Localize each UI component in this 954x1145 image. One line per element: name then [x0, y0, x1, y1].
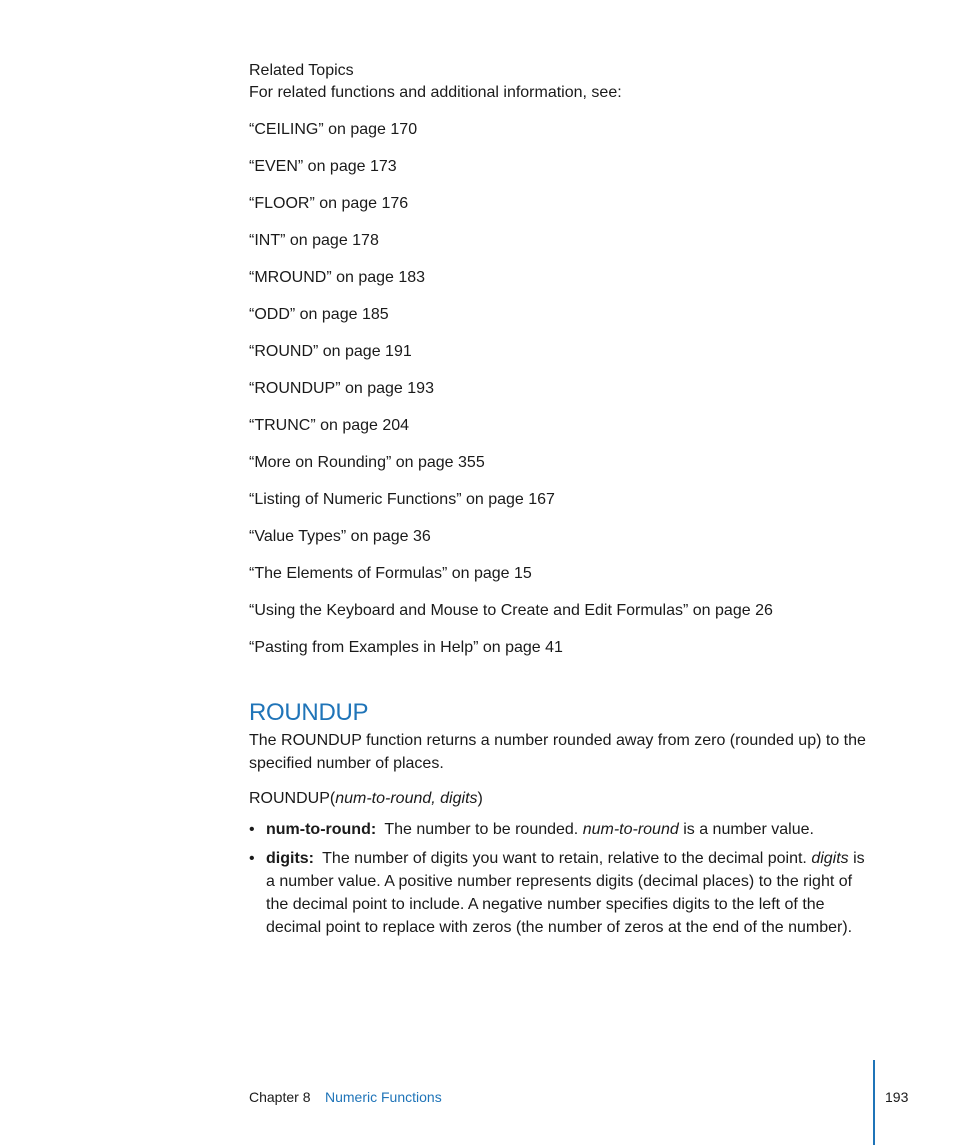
argument-item	[249, 818, 874, 841]
related-link-pasting-examples[interactable]: “Pasting from Examples in Help” on page 41	[249, 639, 563, 656]
argument-name: digits:	[266, 850, 314, 867]
function-syntax	[249, 788, 483, 810]
argument-text: The number of digits you want to retain, relative to the decimal point.	[322, 850, 812, 867]
argument-italic: num-to-round	[582, 821, 679, 838]
bullet-icon: •	[249, 821, 255, 838]
argument-name: num-to-round:	[266, 821, 377, 838]
related-link-more-on-rounding[interactable]: “More on Rounding” on page 355	[249, 454, 485, 471]
argument-text-end: is a number value. A positive number represents digits (decimal places) to the right of the decimal point to include. A negative number specifies digits to the left of the decimal point to replace with zeros (the number of zeros at the end of the number).	[266, 850, 865, 936]
argument-italic: digits	[811, 850, 849, 867]
syntax-function-name: ROUNDUP	[249, 790, 330, 807]
section-title: ROUNDUP	[249, 699, 369, 726]
related-link-roundup[interactable]: “ROUNDUP” on page 193	[249, 380, 434, 397]
related-topics-list	[249, 104, 879, 659]
bullet-icon: •	[249, 850, 255, 867]
argument-text: The number to be rounded.	[384, 821, 583, 838]
related-topics-heading: Related Topics	[249, 62, 354, 79]
footer-chapter: Chapter 8	[249, 1089, 311, 1105]
related-link-keyboard-mouse[interactable]: “Using the Keyboard and Mouse to Create and Edit Formulas” on page 26	[249, 602, 773, 619]
footer-page-number: 193	[885, 1089, 909, 1105]
argument-list	[249, 818, 874, 945]
related-topics-intro: For related functions and additional information, see:	[249, 84, 622, 101]
footer-section-name[interactable]: Numeric Functions	[325, 1089, 442, 1105]
related-link-mround[interactable]: “MROUND” on page 183	[249, 269, 426, 286]
related-link-elements-of-formulas[interactable]: “The Elements of Formulas” on page 15	[249, 565, 532, 582]
related-link-floor[interactable]: “FLOOR” on page 176	[249, 195, 409, 212]
section-description: The ROUNDUP function returns a number rounded away from zero (rounded up) to the specified number of places.	[249, 732, 866, 772]
related-link-int[interactable]: “INT” on page 178	[249, 232, 379, 249]
related-link-listing-numeric[interactable]: “Listing of Numeric Functions” on page 167	[249, 491, 555, 508]
syntax-arguments: num-to-round, digits	[335, 790, 478, 807]
related-link-odd[interactable]: “ODD” on page 185	[249, 306, 389, 323]
argument-item	[249, 847, 874, 939]
argument-text-end: is a number value.	[678, 821, 814, 838]
related-link-trunc[interactable]: “TRUNC” on page 204	[249, 417, 410, 434]
related-link-value-types[interactable]: “Value Types” on page 36	[249, 528, 431, 545]
footer-divider	[873, 1060, 875, 1145]
page-content	[249, 60, 879, 936]
syntax-open-paren: (	[329, 790, 336, 807]
related-link-ceiling[interactable]: “CEILING” on page 170	[249, 121, 418, 138]
related-link-round[interactable]: “ROUND” on page 191	[249, 343, 412, 360]
related-link-even[interactable]: “EVEN” on page 173	[249, 158, 397, 175]
syntax-close-paren: )	[477, 790, 483, 807]
